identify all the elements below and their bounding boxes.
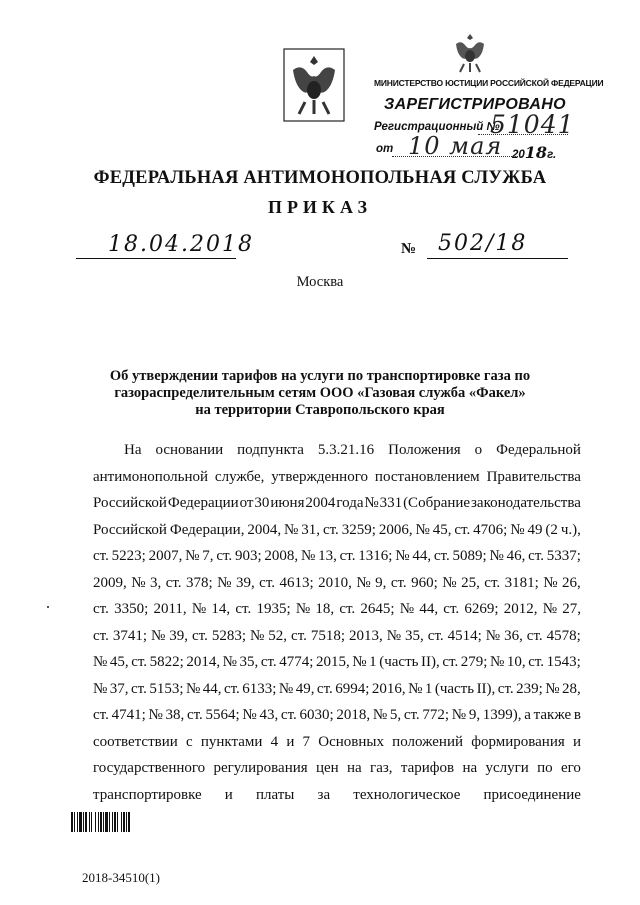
body-word: № [185,680,201,697]
body-word: 39, [169,627,189,644]
body-word: 2009, [93,574,127,591]
body-word: 5153; [149,680,184,697]
body-word: 52, [268,627,288,644]
body-line [93,517,581,544]
body-word: № [408,680,423,697]
body-word: Федерации, [169,521,245,538]
body-word: ст. [259,574,276,591]
body-word: ст. [528,548,544,564]
body-word: соответствии [93,733,178,750]
body-word: 46, [506,548,526,564]
body-word: 6269; [464,601,499,617]
body-word: ст. [291,627,307,644]
body-word: 4741; [111,707,146,723]
body-word: ст. [93,707,109,723]
body-word: 5223; [111,548,146,564]
body-word: 1 [369,654,377,670]
scan-speck [47,606,49,608]
body-word: 5337; [546,548,581,564]
stamp-from-label: от [376,143,394,155]
body-word: Российской [93,521,167,538]
body-word: № [543,574,558,591]
body-word: в [573,707,581,723]
body-word: 960; [411,574,438,591]
body-line [93,490,581,517]
body-word: 6133; [242,680,277,697]
body-word: платы [255,786,295,803]
body-word: ст. [216,548,233,564]
body-word: ст. [339,548,356,564]
body-line [93,543,581,570]
body-word: службе, [214,468,265,485]
body-word: ст. [443,601,460,617]
body-word: № [242,707,257,723]
body-word: № [489,548,504,564]
stamp-year [512,143,556,162]
body-word: № [222,654,237,670]
body-word: от [239,495,254,511]
body-word: 14, [211,601,231,617]
body-word: № [372,707,388,723]
body-word: 2018, [336,707,371,723]
body-word: № [542,601,558,617]
body-word: 2014, [186,654,221,670]
body-word: на [347,760,362,776]
body-word: 2016, [371,680,406,697]
body-word: 2008, [264,548,299,564]
body-word: 2006, [378,521,413,538]
body-word: 2012, [503,601,538,617]
body-word: № [451,707,467,723]
stamp-year-suffix: 18 [524,143,548,162]
body-word: 36, [504,627,523,644]
body-word: 772; [422,707,450,723]
body-word: ст. [186,707,203,723]
body-word: 4774; [279,654,314,670]
order-number-label: № [401,241,417,257]
body-word: ст. [497,680,514,697]
body-word: 2007, [148,548,183,564]
order-number: 502/18 [438,231,528,256]
body-word: ст. [427,627,444,644]
body-word: 35, [239,654,259,670]
body-word: и [224,786,233,803]
body-word: ст. [223,680,240,697]
city: Москва [296,274,344,290]
body-word: Федеральной [496,442,581,458]
stamp-ministry-text: МИНИСТЕРСТВО ЮСТИЦИИ РОССИЙСКОЙ ФЕДЕРАЦИИ [374,78,604,88]
number-underline [427,258,568,259]
body-word: № [395,548,410,564]
body-word: ст. [93,601,109,617]
body-word: 26, [562,574,581,591]
body-word: 4578; [546,627,581,644]
body-word: ст. [339,601,356,617]
body-word: 49, [295,680,315,697]
body-word: 35, [405,627,424,644]
body-word: 44, [202,680,222,697]
body-word: 2004 [305,495,336,511]
body-word: 7518; [310,627,346,644]
body-word: 5089; [452,548,487,564]
order-title [0,368,640,419]
body-word: газ, [370,760,393,776]
body-word: транспортировке [93,786,202,803]
body-line [93,729,581,756]
body-word: 903; [234,548,262,564]
body-word: тарифов [400,760,455,776]
body-word: № [352,654,367,670]
body-word: 6994; [335,680,370,697]
body-word: II), [476,680,496,697]
body-word: антимонопольной [93,468,208,485]
body-word: 3181; [504,574,539,591]
body-word: № [93,654,108,670]
body-word: июня [270,495,305,511]
body-word: утвержденного [271,468,368,485]
body-word: ст. [93,548,109,564]
body-word: 5, [389,707,402,723]
body-word: 4 [270,733,279,750]
body-word: № [300,548,316,564]
order-date: 18.04.2018 [108,232,254,257]
body-word: № [510,521,525,538]
body-word: формирования [471,733,565,750]
body-word: по [537,760,553,776]
body-word: № [356,574,371,591]
body-word: 49 [527,521,543,538]
body-word: ст. [484,574,501,591]
body-word: 9, [468,707,481,723]
body-word: (часть [434,680,475,697]
body-word: законодательства [471,495,581,511]
body-line [93,782,581,809]
body-word: № [150,627,166,644]
title-line-1: Об утверждении тарифов на услуги по транспортировке газа по [109,368,531,384]
body-word: 9, [375,574,387,591]
body-word: № [295,601,311,617]
body-word: 1399), [482,707,522,723]
body-word: 279; [460,654,488,670]
body-word: № [191,601,207,617]
body-word: ст. [316,680,333,697]
stamp-registered-text: ЗАРЕГИСТРИРОВАНО [384,96,566,113]
agency-name: ФЕДЕРАЛЬНАЯ АНТИМОНОПОЛЬНАЯ СЛУЖБА [93,168,547,188]
body-word: ст. [280,707,297,723]
body-word: Правительства [486,468,581,485]
body-word: № [278,680,294,697]
body-word: 27, [562,601,581,617]
body-word: ст. [192,627,208,644]
body-word: и [286,733,295,750]
body-word: 37, [109,680,129,697]
body-word: ст. [526,627,543,644]
body-word: ст. [165,574,182,591]
body-word: № [148,707,163,723]
body-word: ст. [131,680,147,697]
body-word: 28, [562,680,581,697]
body-word: № [442,574,457,591]
body-line [93,676,581,703]
body-word: технологическое [353,786,461,803]
body-word: 44, [419,601,439,617]
body-word: 13, [318,548,337,564]
body-word: 45, [432,521,452,538]
body-word: регулирования [213,760,308,776]
body-word: 43, [259,707,279,723]
body-text [93,437,581,808]
body-word: 4613; [279,574,314,591]
body-word: 5283; [211,627,247,644]
body-word: присоединение [483,786,581,803]
body-word: II), [421,654,440,670]
body-word: 5564; [205,707,240,723]
body-word: № [399,601,415,617]
body-word: Основных [318,733,384,750]
body-word: № [284,521,299,538]
body-word: № [93,680,108,697]
body-word: ст. [260,654,277,670]
body-word: 1316; [358,548,393,564]
body-word: 25, [461,574,480,591]
barcode-icon [71,812,163,832]
body-word: На [124,442,142,458]
body-word: ст. [390,574,407,591]
document-id: 2018-34510(1) [82,870,160,885]
body-word: 3, [150,574,162,591]
body-word: 331 [379,495,403,511]
body-word: 31, [301,521,321,538]
body-word: 1 [424,680,433,697]
body-word: 3350; [114,601,149,617]
body-word: ст. [433,548,450,564]
body-word: ст. [93,627,109,644]
body-word: а [524,707,531,723]
body-word: № [364,495,379,511]
body-word: постановлением [374,468,480,485]
body-word: № [545,680,560,697]
stamp-date-underline [392,156,522,157]
body-word: 239; [516,680,543,697]
body-line [93,570,581,597]
body-word: 3259; [341,521,376,538]
body-word: 45, [109,654,129,670]
body-line [93,464,581,491]
body-word: о [474,442,483,458]
body-word: 7, [202,548,214,564]
body-line [93,755,581,782]
body-word: ч.), [560,521,581,538]
body-word: № [131,574,146,591]
body-word: 2645; [360,601,395,617]
body-word: 6030; [299,707,334,723]
body-word: № [217,574,232,591]
body-word: ст. [131,654,148,670]
stamp-year-end: г. [547,149,557,161]
body-word: 1935; [256,601,291,617]
date-underline [76,258,236,259]
body-word: года [336,495,364,511]
body-word: также [533,707,572,723]
body-word: государственного [93,760,206,776]
body-word: 39, [235,574,255,591]
body-word: Федерации [167,495,239,511]
body-word: № [185,548,200,564]
body-word: 7 [302,733,311,750]
stamp-reg-number: 51041 [490,110,575,139]
body-word: подпункта [237,442,304,458]
body-word: цен [315,760,339,776]
body-word: за [317,786,331,803]
body-word: на [462,760,478,776]
document-type: ПРИКАЗ [267,197,373,217]
body-word: и [572,733,581,750]
coat-of-arms-emblem [283,48,345,122]
title-line-2: газораспределительным сетям ООО «Газовая служба «Факел» [114,385,526,401]
body-word: (часть [379,654,419,670]
body-word: 5.3.21.16 [317,442,375,458]
body-word: основании [155,442,224,458]
body-line [93,596,581,623]
body-word: Российской [93,495,167,511]
body-word: Положения [388,442,461,458]
body-word: 44, [412,548,432,564]
body-word: 2013, [349,627,383,644]
body-word: (2 [545,521,558,538]
body-word: 38, [165,707,185,723]
body-word: ст. [528,654,545,670]
title-line-3: на территории Ставропольского края [195,402,445,418]
body-word: ст. [322,521,339,538]
stamp-year-label: 20 [512,149,525,161]
stamp-reg-label: Регистрационный № [374,121,500,133]
body-word: 5822; [149,654,184,670]
body-line [122,437,581,464]
body-word: положений [392,733,464,750]
body-word: 1543; [546,654,581,670]
stamp-emblem-icon [450,30,490,76]
body-word: 18, [315,601,335,617]
body-word: ст. [235,601,252,617]
body-word: № [415,521,430,538]
body-line [93,623,581,650]
body-word: ст. [403,707,420,723]
body-word: 3741; [112,627,147,644]
body-word: 4514; [447,627,482,644]
body-word: 4706; [473,521,508,538]
body-word: 2010, [318,574,352,591]
body-word: 2015, [315,654,350,670]
body-line [93,702,581,729]
body-word: услуги [485,760,529,776]
body-word: № [386,627,402,644]
body-word: 2004, [247,521,282,538]
stamp-reg-date: 10 мая [408,132,503,160]
body-line [93,649,581,676]
body-word: № [490,654,505,670]
body-word: пунктами [200,733,263,750]
body-word: 10, [506,654,526,670]
body-word: 30 [254,495,270,511]
body-word: (Собрание [403,495,471,511]
body-word: его [560,760,581,776]
body-word: ст. [442,654,459,670]
body-word: 378; [186,574,213,591]
body-word: ст. [454,521,471,538]
body-word: № [250,627,265,644]
body-word: 2011, [153,601,187,617]
body-word: № [485,627,501,644]
body-word: с [185,733,193,750]
